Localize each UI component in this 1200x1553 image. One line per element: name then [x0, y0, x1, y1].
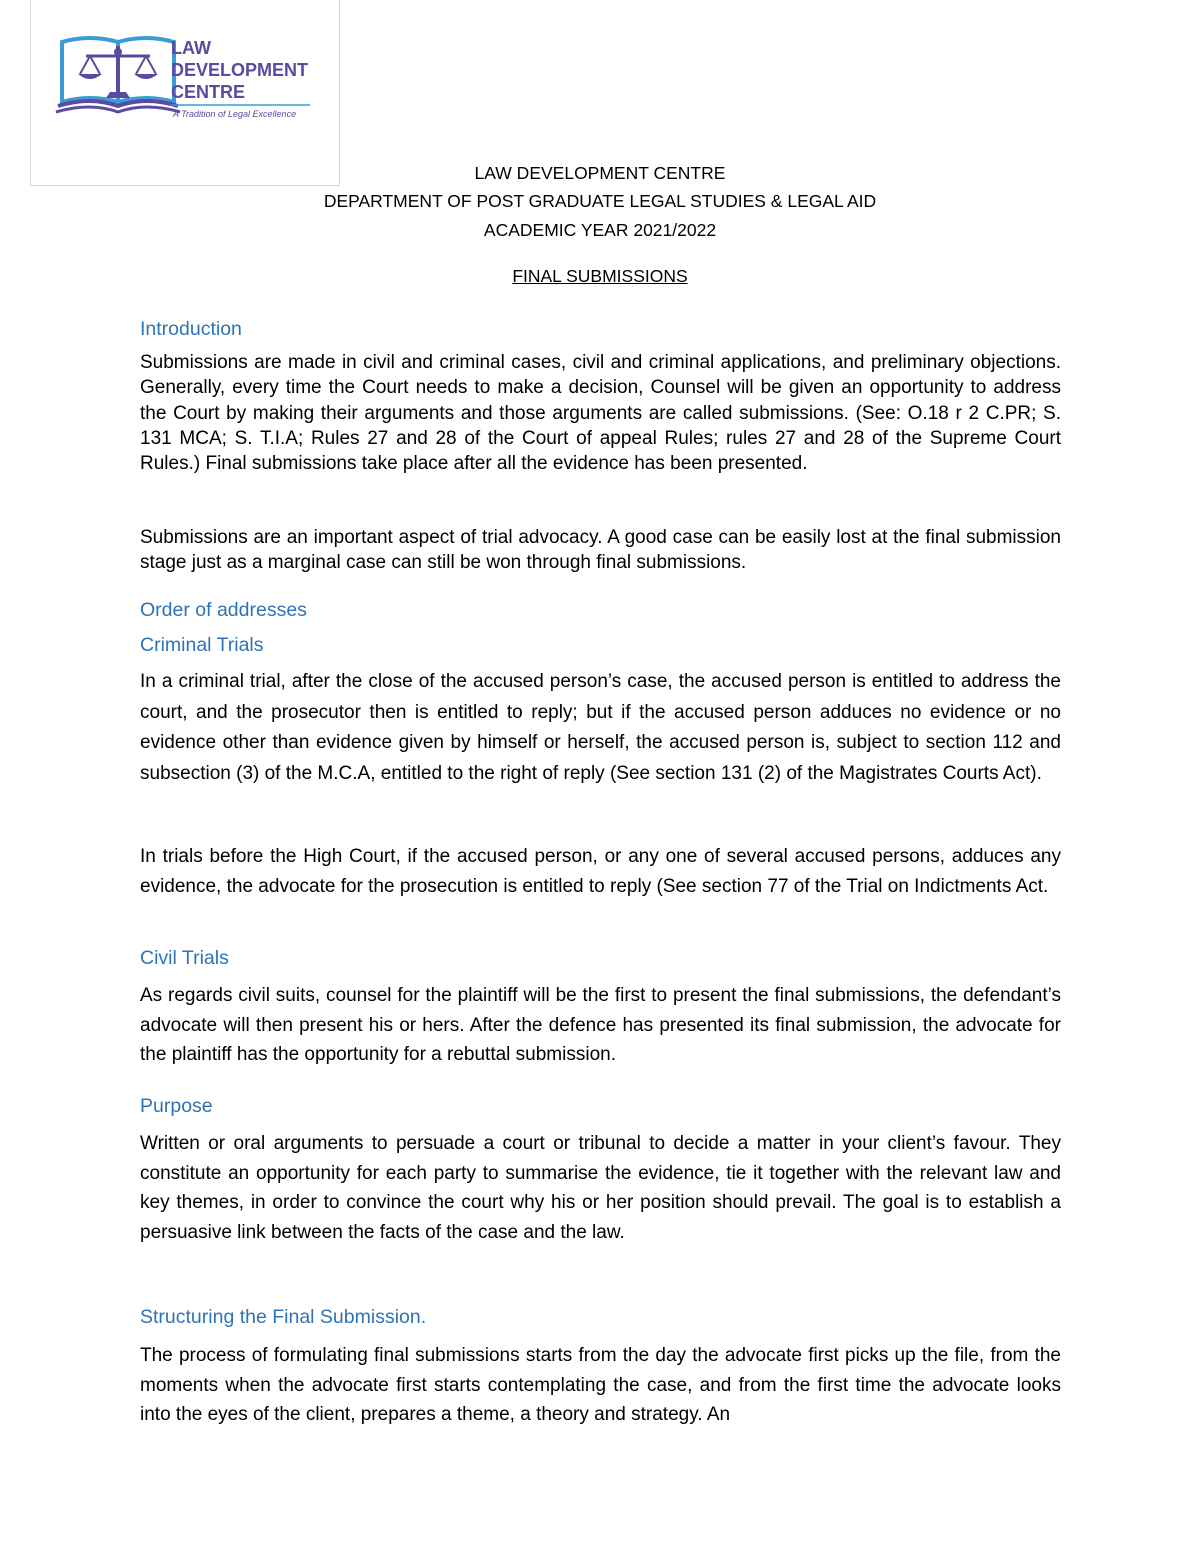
logo-line3: CENTRE: [171, 82, 246, 102]
structuring-paragraph: The process of formulating final submissions starts from the day the advocate first picks up the file, from the moments when the advocate first starts contemplating the case, and from the first time the advocate looks into the eyes of the client, prepares a theme, a theory and strategy. An: [140, 1345, 1061, 1425]
purpose-paragraph: Written or oral arguments to persuade a court or tribunal to decide a matter in your client’s favour. They constitute an opportunity for each party to summarise the evidence, tie it together with the relevant law and key themes, in order to convince the court why his or her position should prevail. The goal is to establish a persuasive link between the facts of the case and the law.: [140, 1133, 1061, 1243]
section-heading-introduction: Introduction: [140, 318, 242, 340]
criminal-trials-paragraph-2: In trials before the High Court, if the accused person, or any one of several accused persons, adduces any evidence, the advocate for the prosecution is entitled to reply (See section 77 of the Trial on Indictments Act.: [140, 846, 1061, 897]
institution-name: LAW DEVELOPMENT CENTRE: [474, 163, 726, 183]
section-heading-purpose: Purpose: [140, 1095, 213, 1117]
logo-line1: LAW: [171, 38, 211, 58]
introduction-paragraph-1: Submissions are made in civil and criminal cases, civil and criminal applications, and preliminary objections. Generally, every time the Court needs to make a decision, Counsel will be given an opportunity to address the Court by making their arguments and those arguments are called submissions. (See: O.18 r 2 C.PR; S. 131 MCA; S. T.I.A; Rules 27 and 28 of the Court of appeal Rules; rules 27 and 28 of the Supreme Court Rules.) Final submissions take place after all the evidence has been presented.: [140, 352, 1061, 475]
law-development-centre-logo: [30, 30, 320, 125]
logo-tagline: A Tradition of Legal Excellence: [173, 109, 297, 119]
section-heading-civil-trials: Civil Trials: [140, 947, 229, 969]
academic-year: ACADEMIC YEAR 2021/2022: [483, 220, 717, 240]
document-title: FINAL SUBMISSIONS: [512, 266, 688, 286]
introduction-paragraph-2: Submissions are an important aspect of trial advocacy. A good case can be easily lost at the final submission stage just as a marginal case can still be won through final submissions.: [140, 527, 1061, 574]
logo-line2: DEVELOPMENT: [171, 60, 309, 80]
department-name: DEPARTMENT OF POST GRADUATE LEGAL STUDIES & LEGAL AID: [323, 191, 877, 211]
criminal-trials-paragraph-1: In a criminal trial, after the close of the accused person’s case, the accused person is entitled to address the court, and the prosecutor then is entitled to reply; but if the accused person adduces no evidence or no evidence other than evidence given by himself or herself, the accused person is, subject to section 112 and subsection (3) of the M.C.A, entitled to the right of reply (See section 131 (2) of the Magistrates Courts Act).: [140, 671, 1061, 784]
section-heading-criminal-trials: Criminal Trials: [140, 634, 264, 656]
civil-trials-paragraph: As regards civil suits, counsel for the plaintiff will be the first to present the final submissions, the defendant’s advocate will then present his or hers. After the defence has presented its final submission, the advocate for the plaintiff has the opportunity for a rebuttal submission.: [140, 985, 1061, 1065]
section-heading-order-of-addresses: Order of addresses: [140, 599, 307, 621]
section-heading-structuring: Structuring the Final Submission.: [140, 1306, 427, 1328]
